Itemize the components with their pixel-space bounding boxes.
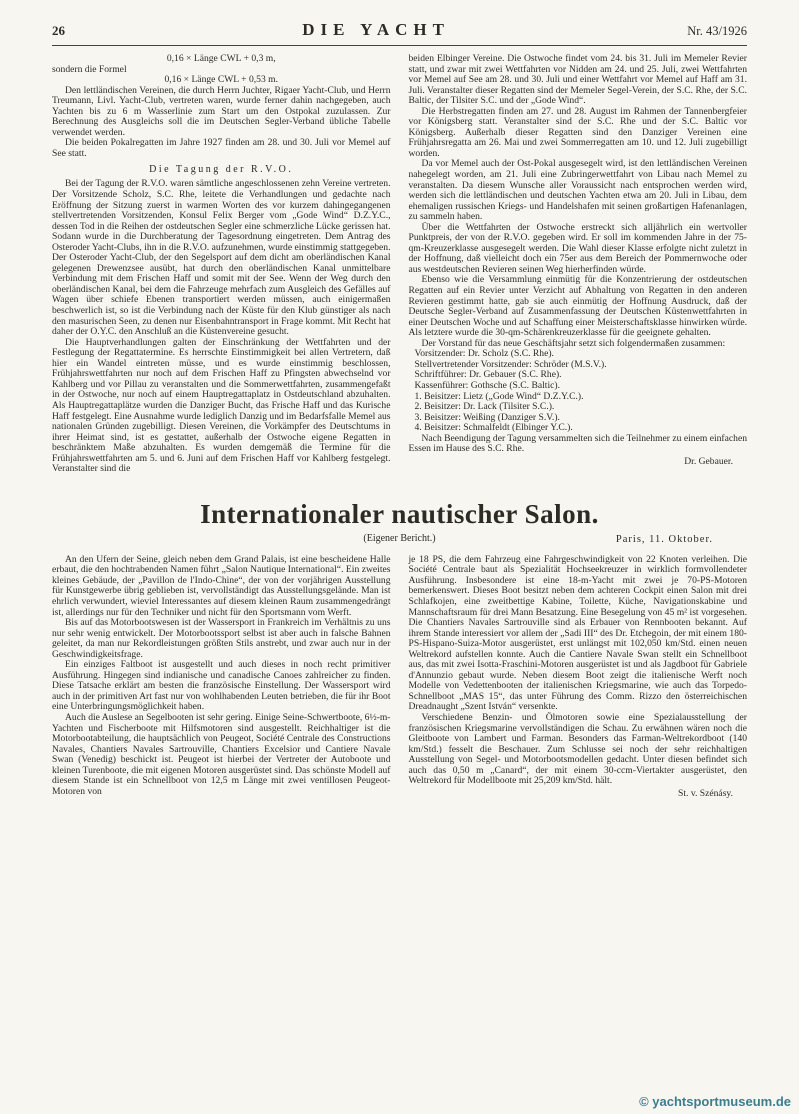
- journal-title: DIE YACHT: [302, 20, 450, 39]
- paragraph: Die Hauptverhandlungen galten der Einschränkung der Wettfahrten und der Festlegung der Regattatermine. Es herrschte Einstimmigkeit bei allen Vertretern, daß hier ein Wandel eintreten müsse, und es wurde einstimmig beschlossen, Frühjahrswettfahrten nur noch auf dem Frischen Haff zu Pfingsten abwechselnd vor Kahlberg und vor Pillau zu veranstalten und die Sommerwettfahrten, zusammengefaßt in der Ostwoche, nur noch auf einem Hauptregattaplatz in Ostdeutschland abzuhalten. Als Hauptregattaplätze wurden die Danziger Bucht, das Frische Haff und das Kurische Haff festgelegt. Eine Ausnahme wurde lediglich Danzig und im Bedarfsfalle Memel aus nationalen Gründen zugebilligt. Diesen Vereinen, die Vorkämpfer des Deutschtums in ihrer Heimat sind, ist es gestattet, außerhalb der Ostwoche eigene Regatten in beschränktem Maße abzuhalten. Es wurden demgemäß die Termine für die Frühjahrswettfahrten am 5. und 6. Juni auf dem Frischen Haff vor Kahlberg festgelegt. Veranstalter sind die: [52, 336, 391, 475]
- board-member-line: 4. Beisitzer: Schmalfeldt (Elbinger Y.C.).: [414, 422, 573, 434]
- board-member-line: Vorsitzender: Dr. Scholz (S.C. Rhe).: [414, 348, 554, 360]
- article-rvo: [52, 54, 747, 475]
- page-number: 26: [52, 23, 65, 38]
- article-salon-columns: [52, 555, 747, 800]
- board-member-line: 2. Beisitzer: Dr. Lack (Tilsiter S.C.).: [414, 401, 555, 413]
- formula-line: 0,16 × Länge CWL + 0,53 m.: [164, 74, 279, 86]
- byline-row: [52, 533, 747, 548]
- author-signature: St. v. Szénásy.: [678, 787, 733, 799]
- paragraph: Die beiden Pokalregatten im Jahre 1927 finden am 28. und 30. Juli vor Memel auf See statt.: [52, 137, 391, 159]
- paragraph: Ein einziges Faltboot ist ausgestellt und auch dieses in noch recht primitiver Ausführung. Hingegen sind indianische und canadische Canoes zahlreicher zu finden. Diese Tatsache erklärt am besten die französische Einstellung. Der Wassersport wird auch in der primitiven Art fast nur von wohlhabenden Leuten betrieben, die für ihr Boot eine Unterbringungsmöglichkeit haben.: [52, 659, 391, 713]
- article-rvo-right-column: [409, 54, 748, 475]
- article-title: Internationaler nautischer Salon.: [200, 498, 599, 529]
- paragraph: je 18 PS, die dem Fahrzeug eine Fahrgeschwindigkeit von 22 Knoten verleihen. Die Société Centrale baut als Spezialität Hochseekreuzer in wirklich formvollendeter Ausführung. Insbesondere ist eine 18-m-Yacht mit zwei je 70-PS-Motoren bemerkenswert. Dieses Boot besitzt neben dem achteren Cockpit einen Salon mit drei Schlafkojen, eine zweitbettige Kabine, Toilette, Küche, Navigationskabine und Mannschaftsraum für drei Mann Besatzung. Eine Besegelung von 45 m² ist vorgesehen. Die Chantiers Navales Sartrouville sind als Erbauer von Rennbooten bekannt. Auf ihrem Stande interessiert vor allem der „Sadi III“ des Dr. Etchegoin, der mit einem 180-PS-Hispano-Suiza-Motor ausgerüstet, erst unlängst mit 102,050 km/Std. einen neuen Weltrekord aufstellen konnte. Auch die Cantiere Navale Swan stellt ein Schnellboot aus, das mit zwei Isotta-Fraschini-Motoren ausgerüstet ist und als Jagdboot für Gabriele d'Annunzio gebaut wurde. Neben diesem Boot zeigt die italienische Werft noch Modelle von Vedettenbooten der italienischen Kriegsmarine, wie auch das Torpedo-Schnellboot „MAS 15“, das unter Führung des Comm. Rizzo den österreichischen Dreadnaught „Szent István“ versenkte.: [408, 553, 747, 713]
- board-member-line: Kassenführer: Gothsche (S.C. Baltic).: [414, 379, 560, 391]
- paragraph: Bis auf das Motorbootswesen ist der Wassersport in Frankreich im Verhältnis zu uns nur sehr wenig entwickelt. Der Motorbootssport selbst ist aber auch in falsche Bahnen geleitet, da man nur Rekordleistungen größten Stils anstrebt, und zwar auch nur in der Geschwindigkeitsfrage.: [52, 617, 391, 660]
- formula-connector: sondern die Formel: [52, 63, 127, 75]
- article-rvo-left-column: [52, 54, 391, 475]
- article-salon: [52, 499, 747, 800]
- paragraph: Die Herbstregatten finden am 27. und 28. August im Rahmen der Tannenbergfeier vor Königsberg statt. Veranstalter sind der S.C. Rhe und der S.C. Baltic vor Königsberg. Außerhalb dieser Regatten sind den Danziger Vereinen eine Frühjahrsregatta am 26. Mai und zwei Sommerregatten am 10. und 12. Juli zugebilligt worden.: [408, 105, 747, 159]
- article-salon-left-column: [52, 555, 391, 800]
- board-member-line: 1. Beisitzer: Lietz („Gode Wind“ D.Z.Y.C.).: [414, 390, 584, 402]
- board-member-line: 3. Beisitzer: Weißing (Danziger S.V.).: [414, 411, 560, 423]
- paragraph: Über die Wettfahrten der Ostwoche erstreckt sich alljährlich ein wertvoller Punktpreis, der von der R.V.O. gegeben wird. Er soll im kommenden Jahre in der 75-qm-Kreuzerklasse ausgesegelt werden. Die Wahl dieser Klasse erfolgte nicht zuletzt in der Hoffnung, daß vielleicht doch ein 75er aus dem Bereich der Pommernwoche oder aus westdeutschen Revieren seinen Weg hierherfinden würde.: [408, 221, 747, 275]
- author-signature: Dr. Gebauer.: [684, 455, 733, 467]
- article-salon-right-column: [409, 555, 748, 800]
- paragraph: Den lettländischen Vereinen, die durch Herrn Juchter, Rigaer Yacht-Club, und Herrn Treumann, Livl. Yacht-Club, vertreten waren, wurde ferner dahin nachgegeben, auch Yachten bis zu 6 m Wasserlinie zum Start um den Ostpokal zuzulassen. Zur Berechnung des Ausgleichs soll die im Deutschen Segler-Verband übliche Tabelle verwendet werden.: [52, 84, 391, 138]
- paragraph: beiden Elbinger Vereine. Die Ostwoche findet vom 24. bis 31. Juli im Memeler Revier statt, und zwar mit zwei Wettfahrten vor Nidden am 24. und 25. Juli, zwei Wettfahrten vor Memel auf See am 28. und 30. Juli und einer Wettfahrt vor Memel auf Haff am 31. Juli. Veranstalter dieser Regatten sind der Memeler Segel-Verein, der S.C. Rhe, der S.C. Baltic, der Tilsiter S.C. und der „Gode Wind“.: [408, 53, 747, 107]
- paragraph: Nach Beendigung der Tagung versammelten sich die Teilnehmer zu einem einfachen Essen im Hause des S.C. Rhe.: [408, 432, 747, 455]
- paragraph: Ebenso wie die Versammlung einmütig für die Konzentrierung der ostdeutschen Regatten auf ein Revier unter Verzicht auf Abhaltung von Regatten in den anderen Revieren gestimmt hatte, gab sie auch einmütig der Hoffnung Ausdruck, daß der Deutsche Segler-Verband auf Zusammenfassung der Deutschen Küstenwettfahrten in einer Deutschen Woche und auf Schaffung einer Meisterschaftsklasse hinwirken würde. Als letztere wurde die 30-qm-Schärenkreuzerklasse für die geeignete gehalten.: [408, 274, 747, 339]
- byline: (Eigener Bericht.): [363, 532, 436, 544]
- paragraph: An den Ufern der Seine, gleich neben dem Grand Palais, ist eine bescheidene Halle erbaut, die den hochtrabenden Namen führt „Salon Nautique International“. Ein zweites kleines Gebäude, der „Pavillon de l'Indo-Chine“, der von der vorjährigen Ausstellung für Kunstgewerbe übrig geblieben ist, vervollständigt das Ausstellungsgelände. Man ist ehrlich verwundert, wieviel Interessantes auf diesem kleinen Raum zusammengedrängt ist, allerdings nur für den Techniker und nicht für den Sportsmann vom Werft.: [52, 553, 391, 618]
- paragraph: Auch die Auslese an Segelbooten ist sehr gering. Einige Seine-Schwertboote, 6½-m-Yachten und Fischerboote mit Hilfsmotoren sind ausgestellt. Reichhaltiger ist die Motorbootabteilung, die hauptsächlich von Peugeot, Société Centrale des Constructions Navales, Chantiers Navales Sartrouville, Chantiers Excelsior und Cantiere Navale Swan (Venedig) beschickt ist. Peugeot ist hierbei der Vertreter der Autoboote und kleinen Turenboote, die mit eigenen Motoren ausgerüstet sind. Das schönste Modell auf diesem Stande ist ein Schnellboot von 12,5 m Länge mit zwei ventillosen Peugeot-Motoren von: [52, 711, 391, 797]
- paragraph: Der Vorstand für das neue Geschäftsjahr setzt sich folgendermaßen zusammen:: [421, 337, 726, 349]
- board-member-line: Schriftführer: Dr. Gebauer (S.C. Rhe).: [414, 369, 562, 381]
- masthead: [52, 20, 747, 40]
- paragraph: Verschiedene Benzin- und Ölmotoren sowie eine Spezialausstellung der französischen Kriegsmarine vervollständigen die Schau. Zu erwähnen wären noch die Gleitboote von Lambert und Farman. Besonders das Farman-Weltrekordboot (140 km/Std.) fesselt die Beschauer. Zum Schlusse sei noch der sehr reichhaltigen Ausstellung von Segel- und Motorbootsmodellen gedacht. Unter diesen befindet sich auch das 0,50 m „Canard“, der mit einem 30-ccm-Viertakter ausgerüstet, den Weltrekord für Modellboote mit 25,209 km/Std. hält.: [408, 711, 747, 787]
- board-member-line: Stellvertretender Vorsitzender: Schröder (M.S.V.).: [414, 358, 607, 370]
- dateline: Paris, 11. Oktober.: [615, 533, 713, 545]
- masthead-rule: [52, 45, 747, 46]
- paragraph: Da vor Memel auch der Ost-Pokal ausgesegelt wird, ist den lettländischen Vereinen nahegelegt worden, am 21. Juli eine Zubringerwettfahrt von Libau nach Memel zu veranstalten. Da diesem Wunsche aller Voraussicht nach entsprochen werden wird, werden sich die lettländischen und deutschen Yachten etwa am 20. Juli in Libau, dem ehemaligen russischen Kriegs- und Handelshafen mit seinen großartigen Hafenanlagen, zu sammeln haben.: [408, 158, 747, 223]
- issue-number: Nr. 43/1926: [687, 24, 747, 38]
- section-heading-tagung: Die Tagung der R.V.O.: [149, 164, 294, 176]
- paragraph: Bei der Tagung der R.V.O. waren sämtliche angeschlossenen zehn Vereine vertreten. Der Vorsitzende Scholz, S.C. Rhe, leitete die Verhandlungen und gedachte nach Eröffnung der Sitzung zuerst in warmen Worten des vor kurzem dahingegangenen stellvertretenden Vorsitzenden, Konsul Felix Berger vom „Gode Wind“ D.Z.Y.C., dessen Tod in die Reihen der ostdeutschen Segler eine schmerzliche Lücke gerissen hat. Sodann wurde in die Durchberatung der Tagesordnung eingetreten. Dem Antrag des Osteroder Yacht-Clubs, ihn in die R.V.O. aufzunehmen, wurde einstimmig stattgegeben. Der Osteroder Yacht-Club, der den Segelsport auf dem dicht am oberländischen Kanal gelegenen Drewenzsee ausübt, hat durch den oberländischen Kanal unmittelbare Verbindung mit dem Frischen Haff und somit mit der See. Wenn der Weg durch den oberländischen Kanal, bei dem die Fahrzeuge mehrfach zum Ausgleich des Gefälles auf Wagen über schiefe Ebenen transportiert werden müssen, auch einigermaßen beschwerlich ist, so ist die Verbindung nach der Küste für den Klub günstiger als nach den masurischen Seen, zu denen nur Eisenbahntransport in Frage kommt. Mit Recht hat daher der O.Y.C. den Anschluß an die Küstenvereine gesucht.: [52, 178, 391, 338]
- watermark: © yachtsportmuseum.de: [639, 1094, 791, 1109]
- formula-line: 0,16 × Länge CWL + 0,3 m,: [166, 53, 276, 64]
